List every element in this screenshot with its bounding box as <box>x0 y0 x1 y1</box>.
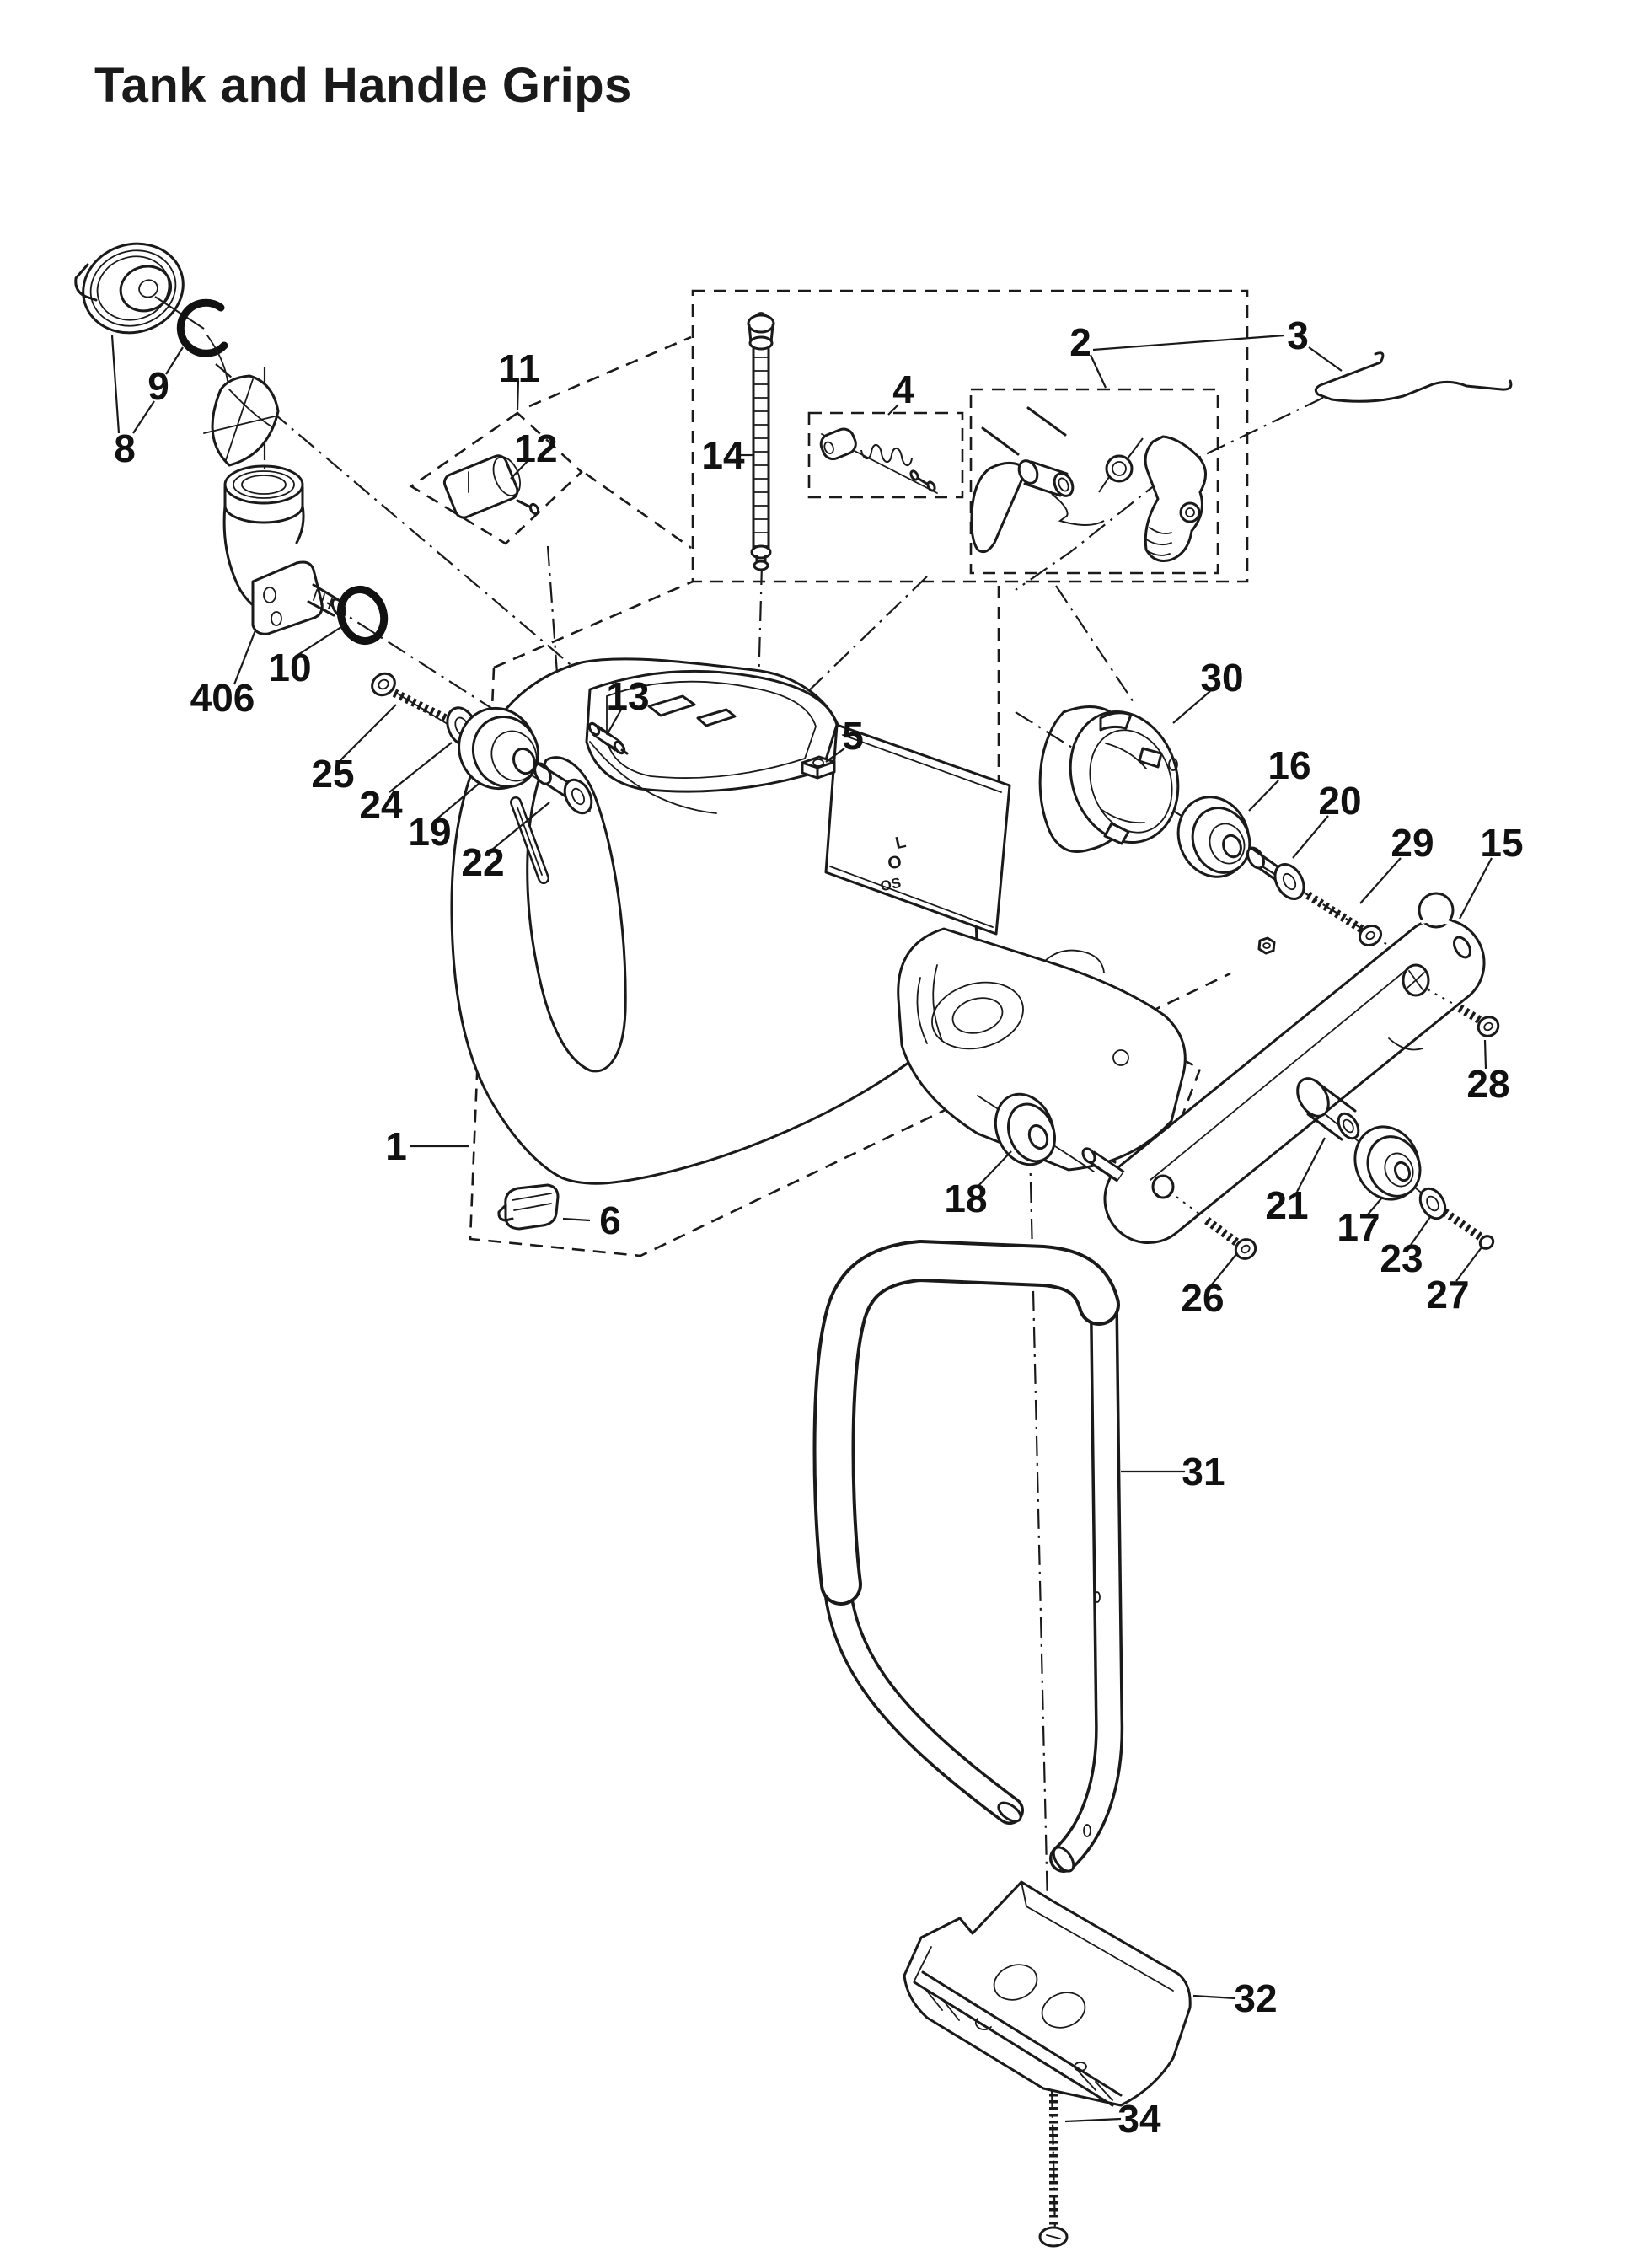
tank-marking-OS: OS <box>878 874 903 895</box>
part-number-16: 16 <box>1268 743 1311 787</box>
screw-part-29 <box>1308 895 1385 949</box>
axis-box2-to-cup <box>1056 586 1134 702</box>
handlebar-part-31 <box>830 1257 1109 1874</box>
part-number-20: 20 <box>1318 779 1362 823</box>
part-number-23: 23 <box>1380 1236 1423 1280</box>
damper-part-16 <box>1167 787 1260 887</box>
part-number-26: 26 <box>1181 1276 1225 1320</box>
page-title: Tank and Handle Grips <box>94 58 632 113</box>
part-number-18: 18 <box>944 1177 988 1220</box>
hex-nut <box>1259 938 1274 953</box>
part-number-14: 14 <box>701 433 745 477</box>
cable-rod-2 <box>1028 408 1065 435</box>
tank-marking-O: O <box>886 851 904 874</box>
part-number-34: 34 <box>1117 2097 1161 2141</box>
part-number-24: 24 <box>359 783 403 827</box>
callout-leader-3 <box>1309 347 1342 371</box>
throttle-spring-wire <box>1052 494 1104 525</box>
part-number-3: 3 <box>1287 314 1309 357</box>
elbow-fitting-part-406 <box>224 466 348 634</box>
part-number-406: 406 <box>190 676 255 720</box>
callout-labels <box>112 314 1524 2141</box>
screw-part-27 <box>1444 1212 1496 1251</box>
callout-leader-6 <box>563 1219 590 1220</box>
part-number-10: 10 <box>268 646 312 689</box>
callout-leader-34 <box>1065 2119 1121 2121</box>
part-number-30: 30 <box>1200 656 1244 700</box>
callout-leader-29 <box>1360 858 1401 903</box>
washer-part-23 <box>1415 1184 1450 1223</box>
callout-leader-2 <box>1093 335 1284 350</box>
part-number-15: 15 <box>1480 821 1524 865</box>
callout-leader-32 <box>1193 1996 1235 1998</box>
part-number-5: 5 <box>842 714 864 758</box>
part-number-1: 1 <box>385 1124 407 1168</box>
detent-spring <box>861 445 912 465</box>
part-number-12: 12 <box>514 426 558 470</box>
part-number-21: 21 <box>1265 1183 1309 1227</box>
cup-part-30 <box>1040 698 1194 857</box>
damper-chain-lower <box>1291 1073 1495 1251</box>
callout-leader-15 <box>1460 858 1492 919</box>
part-number-22: 22 <box>461 840 505 884</box>
grip-cradle-part-32 <box>904 1882 1190 2105</box>
elbow-flange <box>253 562 322 634</box>
callout-leader-2 <box>1091 355 1106 388</box>
detent-kit-part-4 <box>818 426 937 493</box>
torsion-spring <box>1107 456 1132 481</box>
throttle-rod-part-3 <box>1316 353 1511 402</box>
throttle-trigger <box>1145 437 1205 561</box>
part-number-17: 17 <box>1337 1205 1380 1249</box>
cable-rod-1 <box>983 428 1018 454</box>
part-number-29: 29 <box>1391 821 1434 865</box>
part-number-32: 32 <box>1234 1976 1278 2020</box>
part-number-11: 11 <box>498 346 540 390</box>
handlebar-foam-grip <box>834 1261 1100 1584</box>
callout-leader-8 <box>112 335 119 433</box>
tank-marking-L: L <box>893 833 908 854</box>
part-number-25: 25 <box>311 752 355 796</box>
damper-chain-right <box>1040 698 1385 953</box>
part-number-28: 28 <box>1466 1062 1510 1106</box>
screw-part-25 <box>368 669 447 719</box>
throttle-kit-part-2 <box>972 408 1206 561</box>
part-number-6: 6 <box>599 1198 621 1242</box>
part-number-13: 13 <box>606 674 650 718</box>
part-number-31: 31 <box>1182 1450 1225 1493</box>
sleeve-part-20 <box>1245 845 1310 904</box>
fuel-line-part-14 <box>748 313 774 570</box>
part-number-19: 19 <box>408 810 452 854</box>
part-number-4: 4 <box>892 367 914 411</box>
part-number-27: 27 <box>1426 1273 1470 1316</box>
cap-tab <box>76 265 96 300</box>
part-number-9: 9 <box>147 364 169 408</box>
screw-part-34 <box>1040 2094 1067 2246</box>
clamp-part-6 <box>499 1185 558 1229</box>
part-number-2: 2 <box>1069 320 1091 364</box>
lockout-lever <box>972 463 1023 551</box>
part-number-8: 8 <box>114 426 136 470</box>
